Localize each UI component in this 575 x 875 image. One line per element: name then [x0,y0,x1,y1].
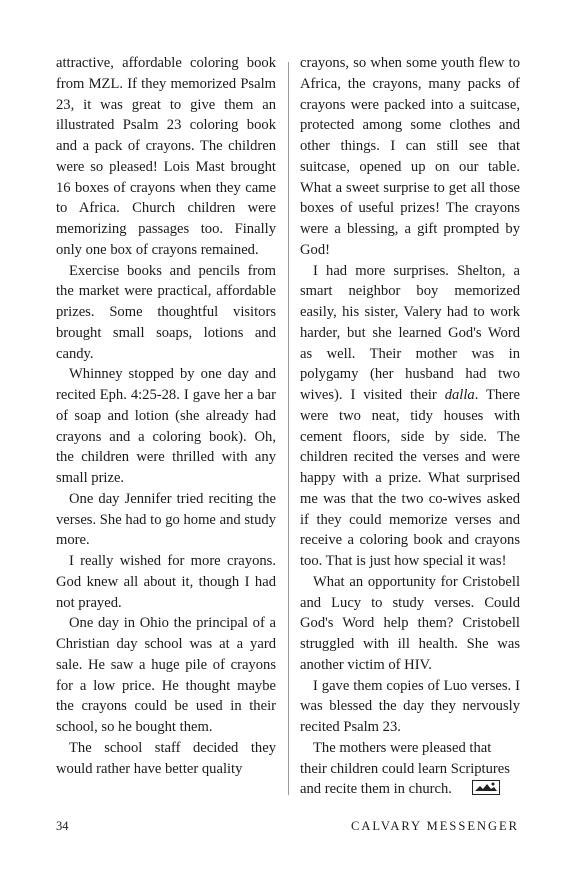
paragraph [300,261,520,572]
paragraph: What an opportunity for Cristobell and Lucy to study verses. Could God's Word help them? Cristobell struggled with ill health. She was another victim of HIV. [300,573,520,673]
column-divider [288,62,289,795]
paragraph: Exercise books and pencils from the market were practical, affordable prizes. Some thoughtful visitors brought small soaps, lotions and candy. [56,262,276,362]
paragraph: One day Jennifer tried reciting the verses. She had to go home and study more. [56,490,276,549]
paragraph-text: I had more surprises. Shelton, a smart neighbor boy memorized easily, his sister, Valery had to work harder, but she learned God's Word as well. Their mother was in polygamy (her husband had two wives). I visited their [300,262,520,403]
paragraph: The school staff decided they would rather have better quality [56,739,276,777]
paragraph-text: The mothers were pleased that their children could learn Scriptures and recite them in church. [300,739,510,798]
paragraph: Whinney stopped by one day and recited Eph. 4:25-28. I gave her a bar of soap and lotion (she already had crayons and a coloring book). Oh, the children were thrilled with any small prize. [56,366,276,486]
paragraph: attractive, affordable coloring book from MZL. If they memorized Psalm 23, it was great to give them an illustrated Psalm 23 coloring book and a pack of crayons. The children were so pleased! Lois Mast brought 16 boxes of crayons when they came to Africa. Church children were memorizing passages too. Finally only one box of crayons remained. [56,55,276,258]
paragraph: I really wished for more crayons. God knew all about it, though I had not prayed. [56,553,276,611]
paragraph [300,738,520,800]
publication-title: CALVARY MESSENGER [351,819,519,833]
page-number: 34 [56,819,69,833]
end-of-article-icon [472,780,500,795]
paragraph: crayons, so when some youth flew to Africa, the crayons, many packs of crayons were packed into a suitcase, protected among some clothes and other things. I can still see that suitcase, opened up on our table. What a sweet surprise to get all those boxes of useful prizes! The crayons were a blessing, a gift prompted by God! [300,55,520,258]
italic-term: dalla [444,387,475,403]
left-column [56,53,276,779]
paragraph: One day in Ohio the principal of a Christian day school was at a yard sale. He saw a huge pile of crayons for a low price. He thought maybe the crayons could be used in their school, so he bought them. [56,615,276,735]
paragraph: I gave them copies of Luo verses. I was blessed the day they nervously recited Psalm 23. [300,677,520,735]
paragraph-text: . There were two neat, tidy houses with cement floors, side by side. The children recited the verses and were happy with a prize. What surprised me was that the two co-wives asked if they could memorize verses and receive a coloring book and crayons too. That is just how special it was! [300,387,520,569]
right-column [300,53,520,800]
